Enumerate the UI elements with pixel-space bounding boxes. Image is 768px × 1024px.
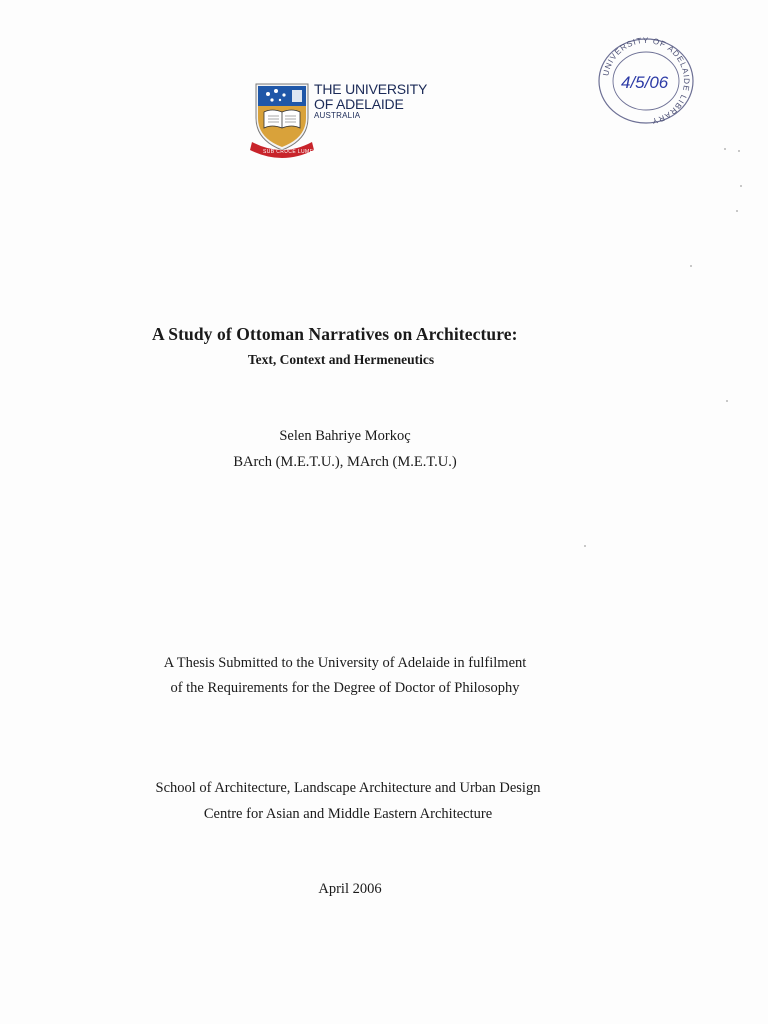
stamp-date: 4/5/06 [621, 73, 669, 92]
scan-speck [726, 400, 728, 402]
logo-line-1: THE UNIVERSITY [314, 81, 428, 97]
thesis-title: A Study of Ottoman Narratives on Architecture: [152, 324, 518, 344]
school-name: School of Architecture, Landscape Architecture and Urban Design [155, 780, 541, 796]
logo-line-3: AUSTRALIA [314, 111, 361, 120]
submission-date: April 2006 [318, 881, 382, 897]
scan-speck [724, 148, 726, 150]
scan-speck [736, 210, 738, 212]
scan-speck [738, 150, 740, 152]
logo-line-2: OF ADELAIDE [314, 96, 404, 112]
author-degrees: BArch (M.E.T.U.), MArch (M.E.T.U.) [233, 454, 457, 470]
thesis-subtitle: Text, Context and Hermeneutics [247, 352, 435, 367]
thesis-statement-line-1: A Thesis Submitted to the University of Adelaide in fulfilment [163, 655, 527, 671]
logo-motto: SUB CRUCE LUMEN [263, 149, 318, 155]
university-logo [250, 80, 450, 160]
logo-wordmark [314, 82, 427, 120]
scan-speck [584, 545, 586, 547]
centre-name: Centre for Asian and Middle Eastern Architecture [203, 806, 493, 822]
scan-speck [740, 185, 742, 187]
library-date-stamp [594, 36, 698, 126]
thesis-statement-line-2: of the Requirements for the Degree of Doctor of Philosophy [170, 680, 520, 696]
author-name: Selen Bahriye Morkoç [279, 428, 411, 444]
scan-speck [690, 265, 692, 267]
stamp-ring-text: UNIVERSITY OF ADELAIDE LIBRARY [601, 36, 692, 126]
